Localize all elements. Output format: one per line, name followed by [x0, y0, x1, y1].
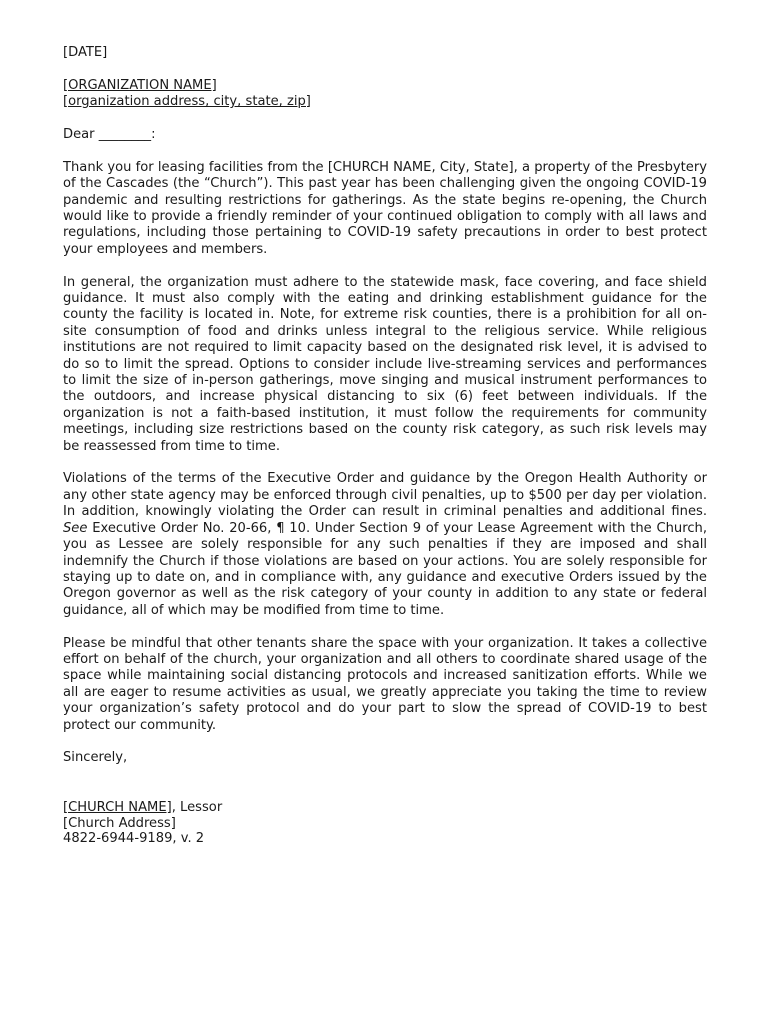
date-line: [DATE]	[63, 45, 108, 60]
closing: Sincerely,	[63, 750, 128, 766]
paragraph-tenants: Please be mindful that other tenants share the space with your organization. It takes a collective effort on behalf of the church, your organization and all others to coordinate shared usage of the space while maintaining social distancing protocols and increased sanitization efforts. While we all are eager to resume activities as usual, we greatly appreciate you taking the time to review your organization’s safety protocol and do your part to slow the spread of COVID-19 to best protect our community.	[63, 635, 707, 733]
document-id: 4822-6944-9189, v. 2	[63, 830, 205, 846]
see-citation: See	[63, 520, 88, 536]
paragraph-violations	[63, 471, 707, 619]
signature-church-name: [CHURCH NAME]	[63, 799, 172, 815]
signature-address: [Church Address]	[63, 816, 176, 832]
paragraph-guidance: In general, the organization must adhere to the statewide mask, face covering, and face shield guidance. It must also comply with the eating and drinking establishment guidance for the county the facility is located in. Note, for extreme risk counties, there is a prohibition for all on-site consumption of food and drinks unless integral to the religious service. While religious institutions are not required to limit capacity based on the designated risk level, it is advised to do so to limit the spread. Options to consider include live-streaming services and performances to limit the size of in-person gatherings, move singing and musical instrument performances to the outdoors, and increase physical distancing to six (6) feet between individuals. If the organization is not a faith-based institution, it must follow the requirements for community meetings, including size restrictions based on the county risk category, as such risk levels may be reassessed from time to time.	[63, 274, 707, 454]
signature-line	[63, 800, 707, 816]
paragraph-intro: Thank you for leasing facilities from the [CHURCH NAME, City, State], a property of the Presbytery of the Cascades (the “Church”). This past year has been challenging given the ongoing COVID-19 pandemic and resulting restrictions for gatherings. As the state begins re-opening, the Church would like to provide a friendly reminder of your continued obligation to comply with all laws and regulations, including those pertaining to COVID-19 safety precautions in order to best protect your employees and members.	[63, 159, 707, 257]
signature-role: , Lessor	[171, 799, 223, 815]
violations-text-1: Violations of the terms of the Executive Order and guidance by the Oregon Health Authority or any other state agency may be enforced through civil penalties, up to $500 per day per violation. In addition, knowingly violating the Order can result in criminal penalties and additional fines.	[63, 471, 707, 520]
recipient-address: [organization address, city, state, zip]	[63, 94, 311, 110]
recipient-name: [ORGANIZATION NAME]	[63, 77, 217, 93]
violations-text-2: Executive Order No. 20-66, ¶ 10. Under Section 9 of your Lease Agreement with the Church, you as Lessee are solely responsible for any such penalties if they are imposed and shall indemnify the Church if those violations are based on your actions. You are solely responsible for staying up to date on, and in compliance with, any guidance and executive Orders issued by the Oregon governor as well as the risk category of your county in addition to any state or federal guidance, all of which may be modified from time to time.	[63, 520, 707, 618]
salutation: Dear ________:	[63, 127, 156, 142]
letter-page	[63, 45, 707, 847]
